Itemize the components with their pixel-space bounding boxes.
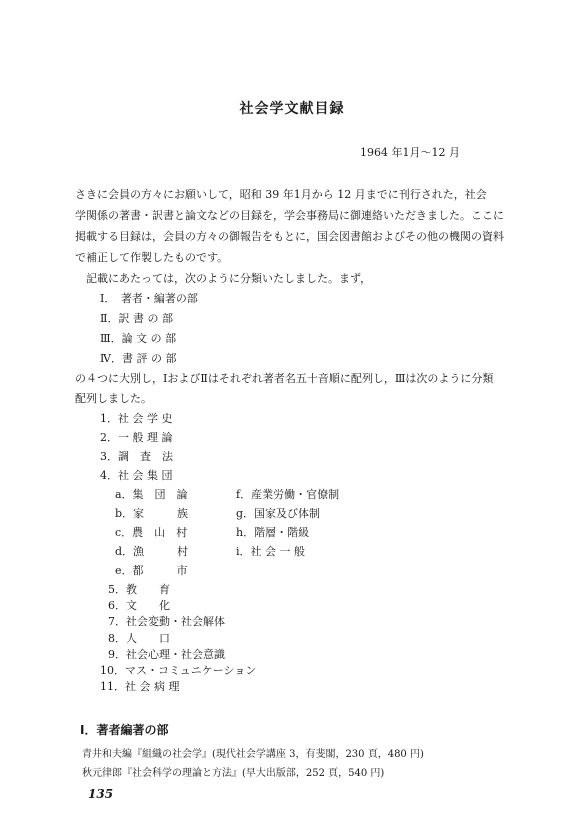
section-heading: Ⅰ．著者編著の部 <box>80 723 169 737</box>
category-item: 3．調 査 法 <box>100 450 173 463</box>
reference-entry: 青井和夫編『組織の社会学』(現代社会学講座 3，有斐閣，230 頁，480 円) <box>82 749 424 760</box>
section-item: Ⅲ．論 文 の 部 <box>100 332 177 345</box>
subcategory-item: h．階層・階級 <box>236 526 310 539</box>
reference-entry: 秋元律郎『社会科学の理論と方法』(早大出版部，252 頁，540 円) <box>82 768 385 779</box>
subcategory-item: f．産業労働・官僚制 <box>236 488 340 501</box>
category-item: 9．社会心理・社会意識 <box>108 647 225 661</box>
intro-line: 掲載する目録は，会員の方々の御報告をもとに，国会図書館およびその他の機関の資料 <box>75 230 504 243</box>
intro-line: 記載にあたっては，次のように分類いたしました。まず， <box>75 272 372 285</box>
category-item: 11．社 会 病 理 <box>100 680 180 694</box>
page-title: 社会学文献目録 <box>239 101 345 117</box>
intro-line: さきに会員の方々にお願いして，昭和 39 年1月から 12 月までに刊行された，社会 <box>75 188 487 201</box>
subcategory-item: e．都 市 <box>115 564 188 577</box>
after-line: 配列しました。 <box>75 392 152 405</box>
subcategory-item: d．漁 村 <box>115 545 189 558</box>
date-range: 1964 年1月～12 月 <box>360 146 460 159</box>
intro-line: で補正して作製したものです。 <box>75 251 229 264</box>
category-item: 6．文 化 <box>108 599 170 613</box>
subcategory-item: i．社 会 一 般 <box>236 545 306 558</box>
subcategory-item: c．農 山 村 <box>115 526 188 539</box>
subcategory-item: a．集 団 論 <box>115 488 188 501</box>
subcategory-item: g．国家及び体制 <box>236 507 321 520</box>
category-item: 8．人 口 <box>108 631 170 645</box>
category-item: 10．マス・コミュニケーション <box>100 664 257 677</box>
category-item: 4．社 会 集 団 <box>100 469 173 482</box>
category-item: 1．社 会 学 史 <box>100 412 173 425</box>
after-line: の４つに大別し，ⅠおよびⅡはそれぞれ著者名五十音順に配列し，Ⅲは次のように分類 <box>75 372 494 385</box>
category-item: 5．教 育 <box>108 583 170 596</box>
category-item: 7．社会変動・社会解体 <box>108 615 225 629</box>
subcategory-item: b．家 族 <box>115 507 189 520</box>
page-number: 135 <box>88 787 114 801</box>
section-item: Ⅱ．訳 書 の 部 <box>100 312 173 325</box>
category-item: 2．一 般 理 論 <box>100 431 173 444</box>
section-item: Ⅳ．書 評 の 部 <box>100 352 177 365</box>
intro-line: 学関係の著書・訳書と論文などの目録を，学会事務局に御連絡いただきました。ここに <box>75 209 504 222</box>
section-item: Ⅰ． 著者・編著の部 <box>100 292 198 305</box>
